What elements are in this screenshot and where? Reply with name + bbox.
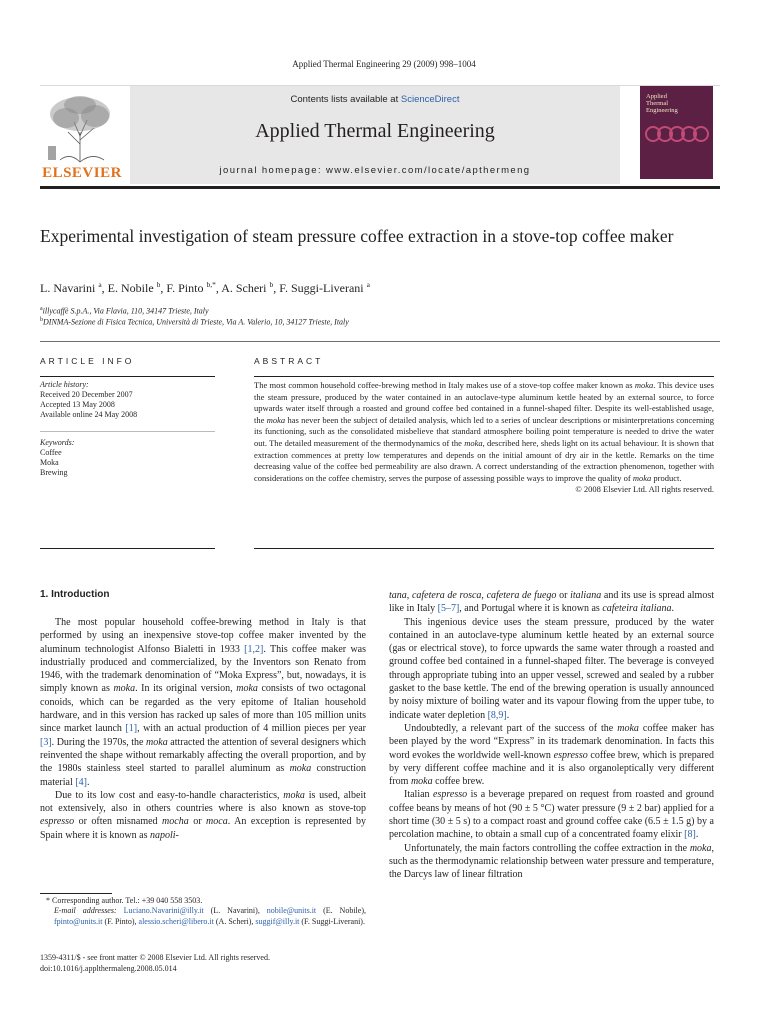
citation-link[interactable]: [3] bbox=[40, 736, 52, 748]
history-item: Accepted 13 May 2008 bbox=[40, 400, 115, 409]
email-link[interactable]: suggif@illy.it bbox=[255, 916, 300, 926]
sciencedirect-link[interactable]: ScienceDirect bbox=[400, 94, 460, 105]
body-column-right: tana, cafetera de rosca, cafetera de fuego or italiana and its use is spread almost like in Italy [5–7], and Portugal where it is known as cafeteira italiana. This ingenious device uses the steam pressure, produced by the water contained in an autoclave-type aluminum kettle heated by an external source (gas or electrical stove), to force upwards the same water through a roasted and ground coffee bed contained in a funnel-shaped filter. The beverage is conveyed through appropriate tubing into an upper vessel, screwed and sealed by a rubber gasket to the base kettle. The end of the brewing operation is usually announced by noisy mixture of boiling water and its vapour flowing from the upper tube, to indicate water depletion [8,9]. Undoubtedly, a relevant part of the success of the moka coffee maker has been played by the word “Express” in its trademark denomination. In facts this word evokes the worldwide well-known espresso coffee brew, which is prepared by very different coffee machine and it is also organoleptically very different from moka coffee brew. Italian espresso is a beverage prepared on request from roasted and ground coffee beans by means of hot (90 ± 5 °C) water pressure (9 ± 2 bar) applied for a short time (30 ± 5 s) to a compact roast and ground coffee cake (6.5 ± 1.5 g) by a percolation machine, to obtain a small cup of a concentrated foamy elixir [8]. Unfortunately, the main factors controlling the coffee extraction in the moka, such as the thermodynamic relationship between water pressure and temperature, the Darcys law of linear filtration bbox=[389, 590, 714, 881]
abstract-heading: ABSTRACT bbox=[254, 356, 324, 366]
abstract-copyright: © 2008 Elsevier Ltd. All rights reserved. bbox=[575, 484, 714, 495]
divider bbox=[40, 431, 215, 432]
divider bbox=[254, 548, 714, 549]
citation-link[interactable]: [1] bbox=[125, 723, 138, 735]
body-column-left: The most popular household coffee-brewing method in Italy is that performed by using an inexpensive stove-top coffee maker invented by the aluminum technologist Alfonso Bialetti in 1933 [1,2]. This coffee maker was industrially produced and commercialized, by the Inventors son Renato from 1946, with the trademark denomination of “Moka Express”, but, nowadays, it is simply known as moka. In its original version, moka consists of two octagonal conoids, which can be regarded as the very epitome of Italian household hardware, and in this version has racked up sales of more than 105 million units since market launch [1], with an actual production of 4 million pieces per year [3]. During the 1970s, the moka attracted the attention of several designers which reinvented the shape without remarkably affecting the overall proportion, and by the 1980s stainless steel started to parallel aluminum as moka construction material [4]. Due to its low cost and easy-to-handle characteristics, moka is used, albeit not extensively, also in others countries where is also known as stove-top espresso or often misnamed mocha or moca. An exception is represented by Spain where it is known as napoli- bbox=[40, 617, 367, 841]
citation-link[interactable]: [8,9] bbox=[487, 709, 507, 721]
contents-prefix: Contents lists available at bbox=[290, 94, 399, 105]
author: F. Pinto $^{b,*}$, bbox=[166, 280, 222, 295]
footnote-rule bbox=[40, 893, 112, 894]
journal-title: Applied Thermal Engineering bbox=[255, 120, 495, 142]
header-thick-rule bbox=[40, 186, 720, 189]
author: E. Nobile $^b$, bbox=[107, 280, 167, 295]
citation-link[interactable]: [4] bbox=[75, 776, 87, 788]
keyword: Moka bbox=[40, 458, 59, 467]
divider bbox=[40, 548, 215, 549]
email-link[interactable]: alessio.scheri@libero.it bbox=[138, 916, 214, 926]
affiliation-a: $^a$illycaffè S.p.A., Via Flavia, 110, 34147 Trieste, Italy bbox=[40, 306, 209, 316]
citation-link[interactable]: [5–7] bbox=[437, 603, 460, 615]
front-matter bbox=[40, 953, 370, 974]
author: L. Navarini $^a$, bbox=[40, 280, 108, 295]
history-item: Received 20 December 2007 bbox=[40, 390, 133, 399]
divider bbox=[254, 376, 714, 377]
elsevier-logo bbox=[40, 92, 124, 182]
author-list bbox=[40, 280, 720, 296]
citation-link[interactable]: [8] bbox=[684, 829, 696, 841]
article-history: Article history: Received 20 December 2007 Accepted 13 May 2008 Available online 24 May 2008 bbox=[40, 380, 215, 420]
tree-icon bbox=[40, 92, 124, 164]
contents-line bbox=[130, 94, 620, 105]
email-link[interactable]: Luciano.Navarini@illy.it bbox=[123, 906, 204, 916]
author: F. Suggi-Liverani $^a$ bbox=[279, 280, 370, 295]
email-link[interactable]: nobile@units.it bbox=[266, 906, 317, 916]
journal-cover bbox=[640, 86, 713, 179]
journal-homepage[interactable]: journal homepage: www.elsevier.com/locate/apthermeng bbox=[219, 165, 531, 176]
affiliation-b: $^b$DINMA-Sezione di Fisica Tecnica, Università di Trieste, Via A. Valerio, 10, 34127 Trieste, Italy bbox=[40, 317, 349, 327]
doi[interactable]: doi:10.1016/j.applthermaleng.2008.05.014 bbox=[40, 963, 177, 973]
history-item: Available online 24 May 2008 bbox=[40, 410, 138, 419]
abstract-text: The most common household coffee-brewing method in Italy makes use of a stove-top coffee maker known as moka. This device uses the steam pressure, produced by the water contained in an autoclave-type aluminum kettle heated by an external source, to force upwards water itself through a roasted and ground coffee bed contained in a funnel-shaped filter. Despite its well-established usage, the moka has never been the subject of detailed analysis, which led to a series of unclear descriptions or misinterpretations concerning its functioning, such as the consolidated misbelieve that standard atmosphere boiling point temperature is needed to drive the water out. The detailed measurement of the thermodynamics of the moka, described here, sheds light on its actual behaviour. It is shown that extraction commences at pretty low temperatures and depends on the initial amount of dry air in the kettle. Remarks on the time decreasing value of the coffee bed permeability are also drawn. A correct understanding of the extraction phenomenon, together with considerations on the coffee chemistry, serves the purpose of assessing possible ways to improve the quality of moka product. © 2008 Elsevier Ltd. All rights reserved. bbox=[254, 380, 715, 495]
keyword: Coffee bbox=[40, 448, 62, 457]
divider bbox=[40, 341, 720, 342]
corresponding-author: * Corresponding author. Tel.: +39 040 558 3503. bbox=[46, 896, 203, 905]
keyword: Brewing bbox=[40, 468, 68, 477]
article-info-heading: ARTICLE INFO bbox=[40, 356, 135, 366]
author: A. Scheri $^b$, bbox=[221, 280, 280, 295]
journal-citation: Applied Thermal Engineering 29 (2009) 998–1004 bbox=[292, 59, 476, 69]
publisher-name: ELSEVIER bbox=[42, 165, 122, 181]
keywords: Keywords: Coffee Moka Brewing bbox=[40, 438, 215, 478]
issn-line: 1359-4311/$ - see front matter © 2008 Elsevier Ltd. All rights reserved. bbox=[40, 953, 270, 962]
cover-rings-icon bbox=[644, 122, 710, 146]
divider bbox=[40, 376, 215, 377]
cover-title: Applied Thermal Engineering bbox=[646, 93, 678, 114]
section-heading-introduction: 1. Introduction bbox=[40, 589, 110, 600]
citation-link[interactable]: [1,2] bbox=[244, 643, 264, 655]
footnote: * Corresponding author. Tel.: +39 040 558 3503. E-mail addresses: Luciano.Navarini@illy.it (L. Navarini), nobile@units.it (E. Nobile), fpinto@units.it (F. Pinto), alessio.scheri@libero.it (A. Scheri), suggif@illy.it (F. Suggi-Liverani). bbox=[40, 896, 366, 927]
email-link[interactable]: fpinto@units.it bbox=[54, 916, 103, 926]
article-title: Experimental investigation of steam pressure coffee extraction in a stove-top coffee maker bbox=[40, 226, 674, 246]
